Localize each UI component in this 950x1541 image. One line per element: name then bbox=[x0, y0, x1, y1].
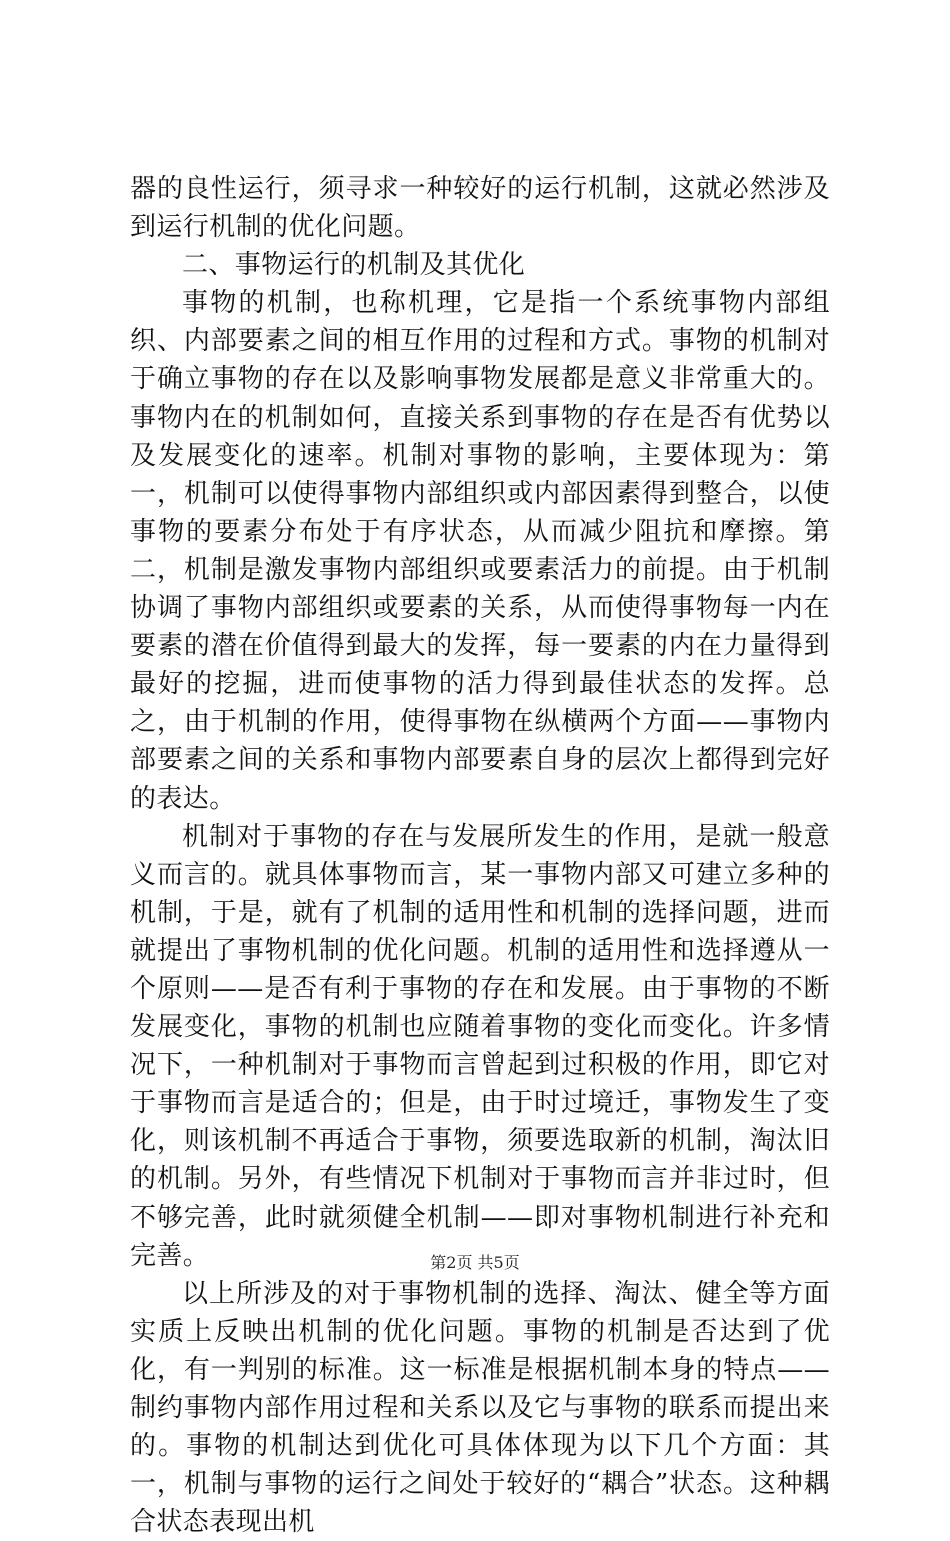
section-heading: 二、事物运行的机制及其优化 bbox=[182, 250, 526, 281]
paragraph-mechanism-optimization: 以上所涉及的对于事物机制的选择、淘汰、健全等方面实质上反映出机制的优化问题。事物的机制是否达到了优化，有一判别的标准。这一标准是根据机制本身的特点——制约事物内部作用过程和关系以及它与事物的联系而提出来的。事物的机制达到优化可具体体现为以下几个方面：其一，机制与事物的运行之间处于较好的“耦合”状态。这种耦合状态表现出机 bbox=[130, 1278, 830, 1538]
page-number-footer: 第2页 共5页 bbox=[430, 1253, 520, 1272]
paragraph-continuation: 器的良性运行，须寻求一种较好的运行机制，这就必然涉及到运行机制的优化问题。 bbox=[130, 174, 830, 243]
paragraph-mechanism-definition: 事物的机制，也称机理，它是指一个系统事物内部组织、内部要素之间的相互作用的过程和方式。事物的机制对于确立事物的存在以及影响事物发展都是意义非常重大的。事物内在的机制如何，直接关系到事物的存在是否有优势以及发展变化的速率。机制对事物的影响，主要体现为：第一，机制可以使得事物内部组织或内部因素得到整合，以使事物的要素分布处于有序状态，从而减少阻抗和摩擦。第二，机制是激发事物内部组织或要素活力的前提。由于机制协调了事物内部组织或要素的关系，从而使得事物每一内在要素的潜在价值得到最大的发挥，每一要素的内在力量得到最好的挖掘，进而使事物的活力得到最佳状态的发挥。总之，由于机制的作用，使得事物在纵横两个方面——事物内部要素之间的关系和事物内部要素自身的层次上都得到完好的表达。 bbox=[130, 288, 830, 814]
paragraph-mechanism-role: 机制对于事物的存在与发展所发生的作用，是就一般意义而言的。就具体事物而言，某一事物内部又可建立多种的机制，于是，就有了机制的适用性和机制的选择问题，进而就提出了事物机制的优化问题。机制的适用性和选择遵从一个原则——是否有利于事物的存在和发展。由于事物的不断发展变化，事物的机制也应随着事物的变化而变化。许多情况下，一种机制对于事物而言曾起到过积极的作用，即它对于事物而言是适合的；但是，由于时过境迁，事物发生了变化，则该机制不再适合于事物，须要选取新的机制，淘汰旧的机制。另外，有些情况下机制对于事物而言并非过时，但不够完善，此时就须健全机制——即对事物机制进行补充和完善。 bbox=[130, 821, 830, 1271]
document-body bbox=[130, 170, 830, 1541]
